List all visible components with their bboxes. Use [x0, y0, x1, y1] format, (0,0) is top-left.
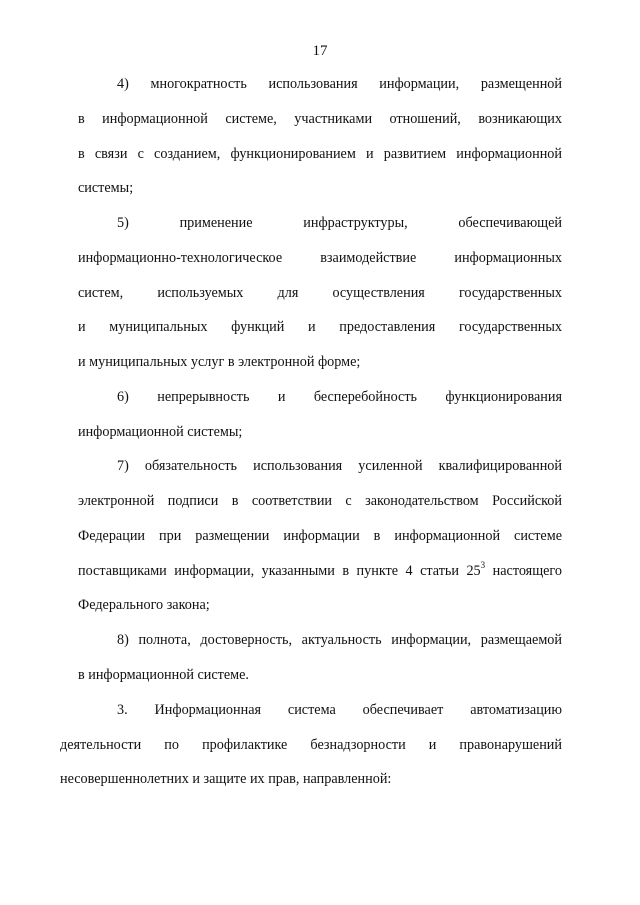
text-line-with-superscript [78, 562, 562, 580]
text-line: 7) обязательность использования усиленной квалифицированной [117, 458, 562, 474]
text-line: Федерации при размещении информации в информационной системе [78, 528, 562, 544]
text-line: в информационной системе. [78, 667, 249, 683]
text-line: и муниципальных функций и предоставления государственных [78, 319, 562, 335]
superscript: 3 [480, 560, 486, 571]
text-line: 6) непрерывность и бесперебойность функционирования [117, 389, 562, 405]
text-line: систем, используемых для осуществления государственных [78, 285, 562, 301]
text-line: информационно-технологическое взаимодействие информационных [78, 250, 562, 266]
text-span: поставщиками информации, указанными в пункте 4 статьи 25 [78, 563, 481, 579]
text-line: информационной системы; [78, 424, 243, 440]
text-line: электронной подписи в соответствии с законодательством Российской [78, 493, 562, 509]
text-line: и муниципальных услуг в электронной форме; [78, 354, 361, 370]
text-line: 4) многократность использования информации, размещенной [117, 76, 562, 92]
text-line: в связи с созданием, функционированием и развитием информационной [78, 146, 562, 162]
text-line: деятельности по профилактике безнадзорности и правонарушений [60, 737, 562, 753]
text-line: 3. Информационная система обеспечивает автоматизацию [117, 702, 562, 718]
text-line: Федерального закона; [78, 597, 210, 613]
text-line: несовершеннолетних и защите их прав, направленной: [60, 771, 392, 787]
text-span: настоящего [485, 563, 562, 579]
text-line: 5) применение инфраструктуры, обеспечивающей [117, 215, 562, 231]
text-line: 8) полнота, достоверность, актуальность информации, размещаемой [117, 632, 562, 648]
text-line: системы; [78, 180, 134, 196]
text-line: в информационной системе, участниками отношений, возникающих [78, 111, 562, 127]
page-number: 17 [312, 43, 328, 59]
